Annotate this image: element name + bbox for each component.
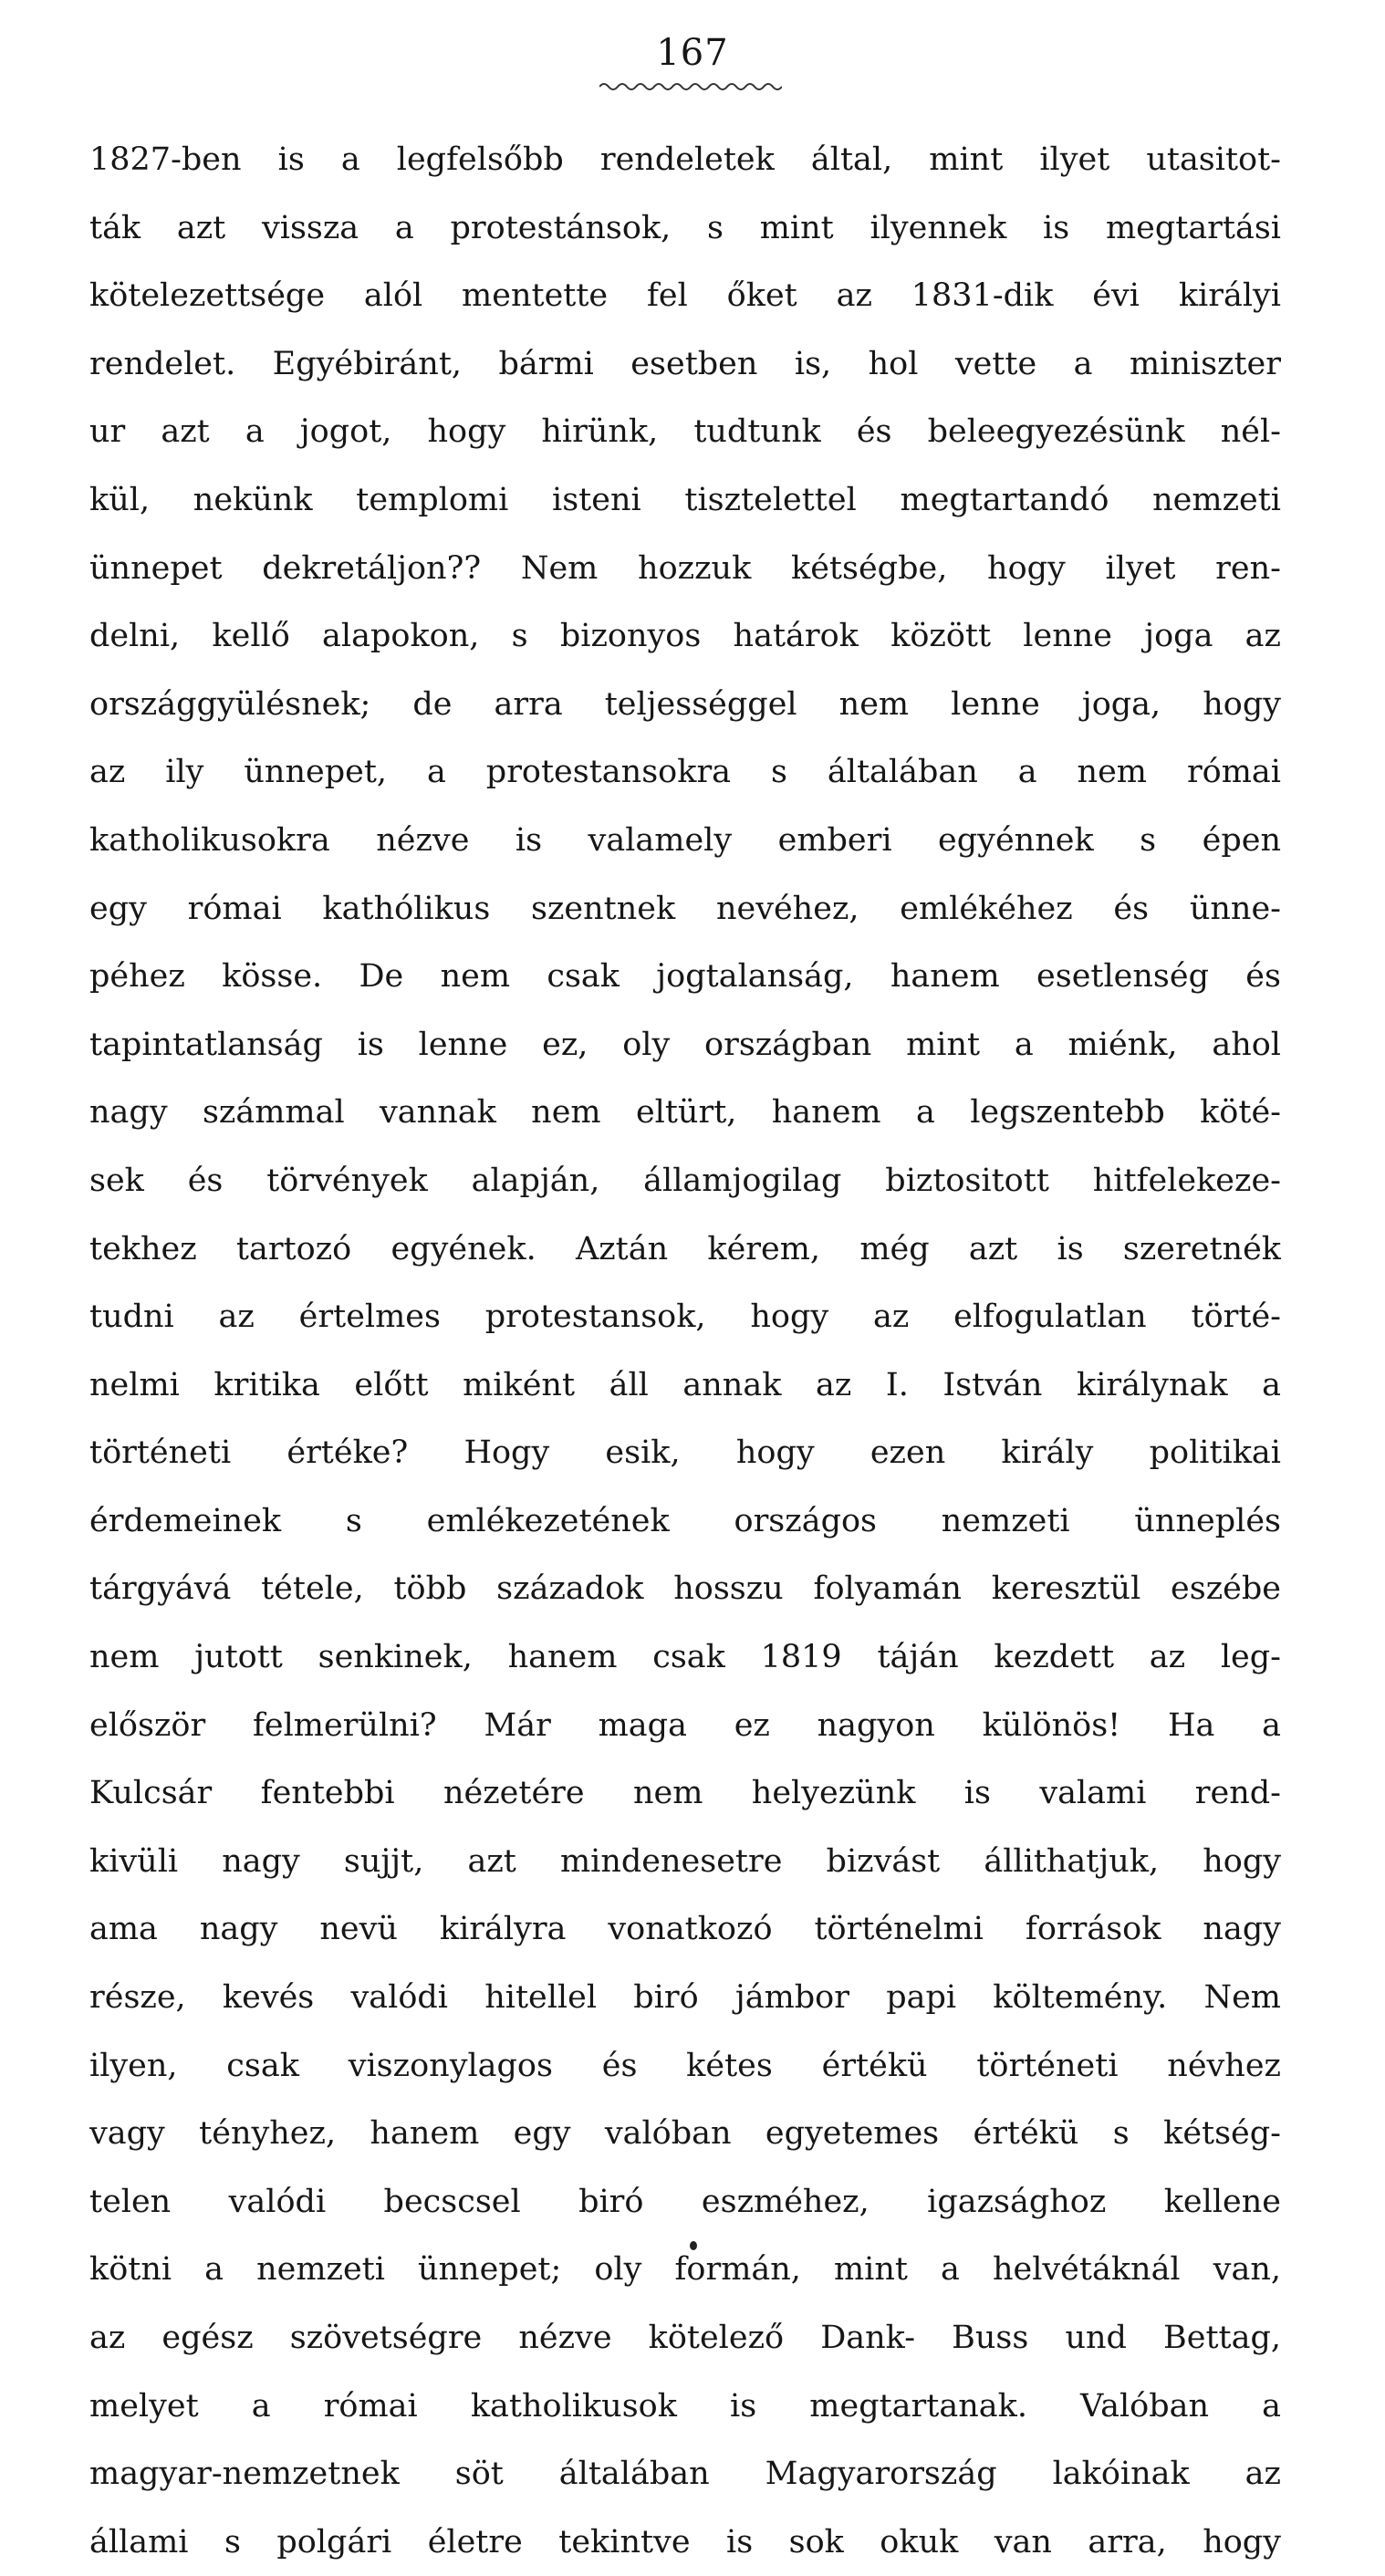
text-line: delni, kellő alapokon, s bizonyos határok között lenne joga az (89, 618, 1281, 655)
text-line: kötni a nemzeti ünnepet; oly formán, mint a helvétáknál van, (89, 2251, 1281, 2289)
text-line: tudni az értelmes protestansok, hogy az elfogulatlan törté- (89, 1298, 1281, 1336)
text-line: rendelet. Egyébiránt, bármi esetben is, hol vette a miniszter (89, 345, 1281, 382)
text-line: nem jutott senkinek, hanem csak 1819 táján kezdett az leg- (89, 1639, 1281, 1676)
text-line: része, kevés valódi hitellel biró jámbor papi költemény. Nem (89, 1979, 1281, 2017)
body-text (89, 126, 1281, 2576)
text-line: katholikusokra nézve is valamely emberi egyénnek s épen (89, 821, 1281, 859)
text-line: telen valódi becscsel biró eszméhez, igazsághoz kellene (89, 2183, 1281, 2220)
text-line: 1827-ben is a legfelsőbb rendeletek által, mint ilyet utasitot- (89, 141, 1281, 178)
text-line: Kulcsár fentebbi nézetére nem helyezünk is valami rend- (89, 1775, 1281, 1812)
text-line: ama nagy nevü királyra vonatkozó történelmi források nagy (89, 1911, 1281, 1948)
text-line: kötelezettsége alól mentette fel őket az 1831-dik évi királyi (89, 277, 1281, 315)
text-line: tárgyává tétele, több századok hosszu folyamán keresztül eszébe (89, 1570, 1281, 1608)
text-line: melyet a római katholikusok is megtartanak. Valóban a (89, 2387, 1281, 2425)
page-number: 167 (656, 32, 729, 74)
text-line: történeti értéke? Hogy esik, hogy ezen király politikai (89, 1434, 1281, 1472)
text-line: kül, nekünk templomi isteni tisztelettel megtartandó nemzeti (89, 481, 1281, 518)
text-line: sek és törvények alapján, államjogilag biztositott hitfelekeze- (89, 1162, 1281, 1199)
wavy-ornament (599, 80, 782, 93)
text-line: nelmi kritika előtt miként áll annak az I. István királynak a (89, 1366, 1281, 1403)
text-line: az egész szövetségre nézve kötelező Dank- Buss und Bettag, (89, 2320, 1281, 2356)
text-line: ur azt a jogot, hogy hirünk, tudtunk és beleegyezésünk nél- (89, 413, 1281, 451)
text-line: az ily ünnepet, a protestansokra s általában a nem római (89, 754, 1281, 791)
text-line: péhez kösse. De nem csak jogtalanság, hanem esetlenség és (89, 958, 1281, 996)
text-line: nagy számmal vannak nem eltürt, hanem a legszentebb köté- (89, 1094, 1281, 1132)
text-line: ilyen, csak viszonylagos és kétes értékü történeti névhez (89, 2047, 1281, 2084)
text-line: tekhez tartozó egyének. Aztán kérem, még azt is szeretnék (89, 1230, 1281, 1267)
text-line: vagy tényhez, hanem egy valóban egyetemes értékü s kétség- (89, 2115, 1281, 2153)
text-line: magyar-nemzetnek söt általában Magyarország lakóinak az (89, 2456, 1281, 2493)
text-line: országgyülésnek; de arra teljességgel nem lenne joga, hogy (89, 685, 1281, 723)
text-line: állami s polgári életre tekintve is sok okuk van arra, hogy (89, 2523, 1281, 2560)
text-line: ták azt vissza a protestánsok, s mint ilyennek is megtartási (89, 209, 1281, 246)
text-line: ünnepet dekretáljon?? Nem hozzuk kétségbe, hogy ilyet ren- (89, 549, 1281, 587)
text-line: először felmerülni? Már maga ez nagyon különös! Ha a (89, 1706, 1281, 1744)
ink-speck (690, 2241, 697, 2250)
text-line: kivüli nagy sujjt, azt mindenesetre bizvást állithatjuk, hogy (89, 1842, 1281, 1880)
text-line: tapintatlanság is lenne ez, oly országban mint a miénk, ahol (89, 1026, 1281, 1063)
text-line: egy római kathólikus szentnek nevéhez, emlékéhez és ünne- (89, 890, 1281, 927)
text-line: érdemeinek s emlékezetének országos nemzeti ünneplés (89, 1502, 1281, 1539)
